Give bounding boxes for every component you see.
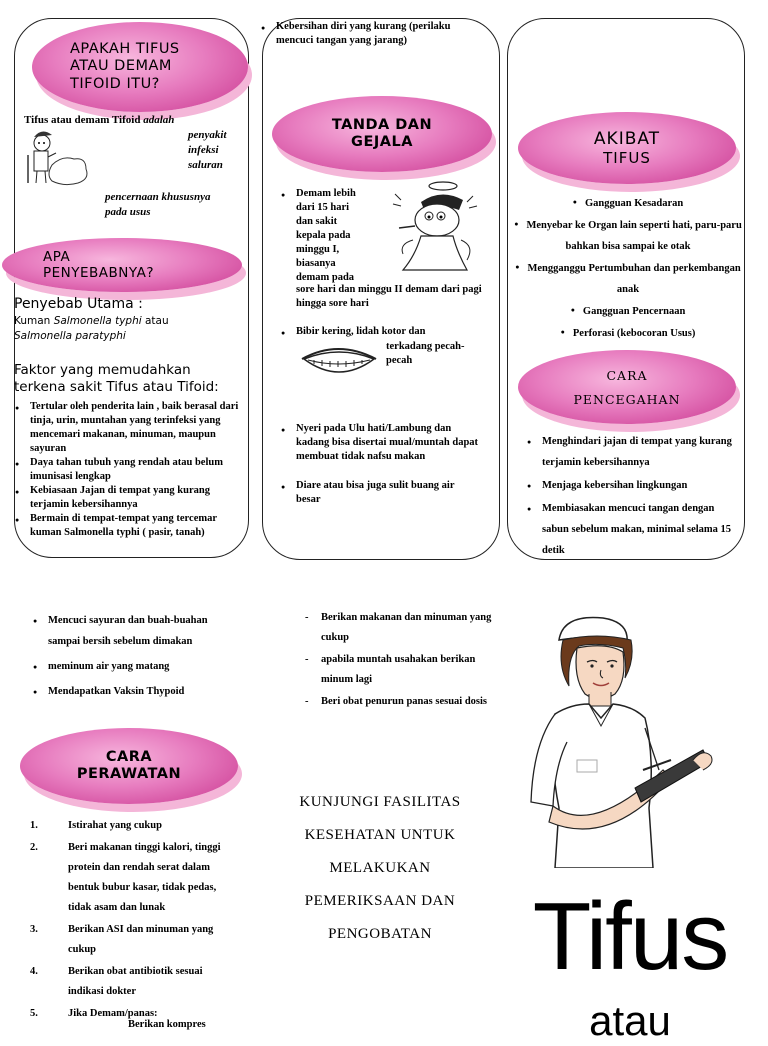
heading-what-is-typhoid [32,22,248,112]
list-item: ● Menyebar ke Organ lain seperti hati, paru-paru bahkan bisa sampai ke otak [514,214,742,257]
heading-line: PENCEGAHAN [573,391,681,407]
heading-treatment [20,728,238,804]
list-item: ● Mencuci sayuran dan buah-buahan sampai bersih sebelum dimakan [30,610,235,652]
symptom-fever-tail: sore hari dan minggu II demam dari pagi hingga sore hari [296,284,482,309]
symptom-text: biasanya [296,258,336,269]
message-line: PENGOBATAN [328,926,432,942]
heading-line: CARA [105,748,153,765]
heading-line: TIFOID ITU? [70,75,160,92]
message-line: KESEHATAN UNTUK [304,827,456,843]
list-item: ● meminum air yang matang [30,656,235,677]
germ-text: atau [141,315,169,327]
list-item: ● Gangguan Pencernaan [514,300,742,322]
list-text: Jika Demam/panas: [68,1008,158,1019]
heading-line: ATAU DEMAM [70,58,172,75]
list-item: ● Bibir kering, lidah kotor dan [278,325,468,339]
brochure-title: Tifus [532,883,728,990]
list-item: ● Kebiasaan Jajan di tempat yang kurang terjamin kebersihannya [12,484,244,512]
germ-names [14,314,234,344]
list-item: ● Mendapatkan Vaksin Thypoid [30,681,235,702]
list-item [278,187,378,285]
symptom-text: ● Demam lebih [296,188,356,199]
feverish-person-illustration [385,180,485,278]
list-text: Beri makanan tinggi kalori, tinggi protein dan rendah serat dalam bentuk bubur kasar, tidak pedas, tidak asam dan lunak [68,842,221,913]
treatment-list [30,816,240,1024]
fever-care-list [303,608,493,712]
list-number: 3. [30,924,38,935]
definition-block [188,128,227,173]
germ-text: Salmonella paratyphi [14,330,126,342]
list-item [30,816,240,836]
treatment-cut-text: Berikan kompres [128,1019,206,1030]
list-item: ● Diare atau bisa juga sulit buang air besar [278,479,480,507]
list-item: ● Menghindari jajan di tempat yang kurang terjamin kebersihannya [524,431,740,473]
list-text: Istirahat yang cukup [68,820,162,831]
list-item [30,962,240,1002]
list-item: - Berikan makanan dan minuman yang cukup [303,608,493,648]
visit-clinic-message [268,786,492,951]
hygiene-item [258,20,480,48]
definition-text: pada usus [105,206,151,218]
main-cause-title: Penyebab Utama : [14,296,143,312]
definition-text: infeksi [188,144,219,156]
list-item: ● Kebersihan diri yang kurang (perilaku mencuci tangan yang jarang) [258,20,480,48]
list-text: Berikan obat antibiotik sesuai indikasi dokter [68,966,203,997]
heading-signs-symptoms [272,96,492,172]
symptom-diarrhea [278,479,480,507]
factor-list [12,400,244,540]
symptom-text: dari 15 hari [296,202,350,213]
factor-title: Faktor yang memudahkan terkena sakit Tifus atau Tifoid: [14,362,219,395]
list-item: - apabila muntah usahakan berikan minum lagi [303,650,493,690]
germ-text: Salmonella typhi [53,315,142,327]
prevention-list [524,431,740,561]
list-item: ● Menjaga kebersihan lingkungan [524,475,740,496]
list-text: Berikan ASI dan minuman yang cukup [68,924,214,955]
symptom-fever [278,187,378,285]
heading-line: PENYEBABNYA? [43,265,155,281]
definition-text: adalah [143,114,175,126]
heading-line: GEJALA [351,134,413,150]
list-item: - Beri obat penurun panas sesuai dosis [303,692,493,712]
symptom-text: kepala pada [296,230,351,241]
heading-line: AKIBAT [593,128,661,149]
definition-text: Tifus atau demam Tifoid [24,114,141,126]
definition-tail [105,190,210,220]
list-item: ● Gangguan Kesadaran [514,192,742,214]
brochure-subtitle: atau [589,997,671,1044]
heading-line: CARA [606,367,648,383]
consequence-list [514,192,742,344]
message-line: MELAKUKAN [329,860,431,876]
symptom-text: demam pada [296,272,355,283]
list-item: ● Membiasakan mencuci tangan dengan sabun sebelum makan, minimal selama 15 detik [524,498,740,561]
list-item: ● Mengganggu Pertumbuhan dan perkembangan anak [514,257,742,300]
list-item [30,920,240,960]
symptom-lips [278,325,468,339]
symptom-text: minggu I, [296,244,340,255]
germ-text: Kuman [14,315,54,327]
definition-text: pencernaan khususnya [105,191,211,203]
list-number: 2. [30,842,38,853]
heading-line: TIFUS [603,149,651,168]
symptom-stomach [278,422,480,464]
heading-line: APA [43,248,71,265]
heading-line: PERAWATAN [76,766,182,782]
prevention-list-continued [30,610,235,702]
list-number: 4. [30,966,38,977]
list-number: 5. [30,1008,38,1019]
heading-consequences [518,112,736,184]
definition-text: penyakit [188,129,227,141]
list-item [30,838,240,918]
list-item: ● Bermain di tempat-tempat yang tercemar kuman Salmonella typhi ( pasir, tanah) [12,512,244,540]
message-line: PEMERIKSAAN DAN [304,893,456,909]
heading-prevention [518,350,736,424]
heading-line: TANDA DAN [331,116,433,133]
sick-child-illustration [22,125,90,189]
nurse-illustration [525,610,720,868]
list-number: 1. [30,820,38,831]
symptom-text: dan sakit [296,216,338,227]
heading-causes [2,238,242,292]
heading-line: APAKAH TIFUS [70,40,180,57]
definition-text: saluran [188,159,223,171]
message-line: KUNJUNGI FASILITAS [299,794,461,810]
list-item: ● Perforasi (kebocoran Usus) [514,322,742,344]
list-item: ● Tertular oleh penderita lain , baik berasal dari tinja, urin, muntahan yang terinfeksi yang mencemari makanan, minuman, maupun sayuran [12,400,244,456]
list-item: ● Daya tahan tubuh yang rendah atau belum imunisasi lengkap [12,456,244,484]
dry-lips-illustration [300,345,378,381]
list-item: ● Nyeri pada Ulu hati/Lambung dan kadang bisa disertai mual/muntah dapat membuat tidak nafsu makan [278,422,480,464]
symptom-lips-tail: terkadang pecah-pecah [386,341,465,366]
